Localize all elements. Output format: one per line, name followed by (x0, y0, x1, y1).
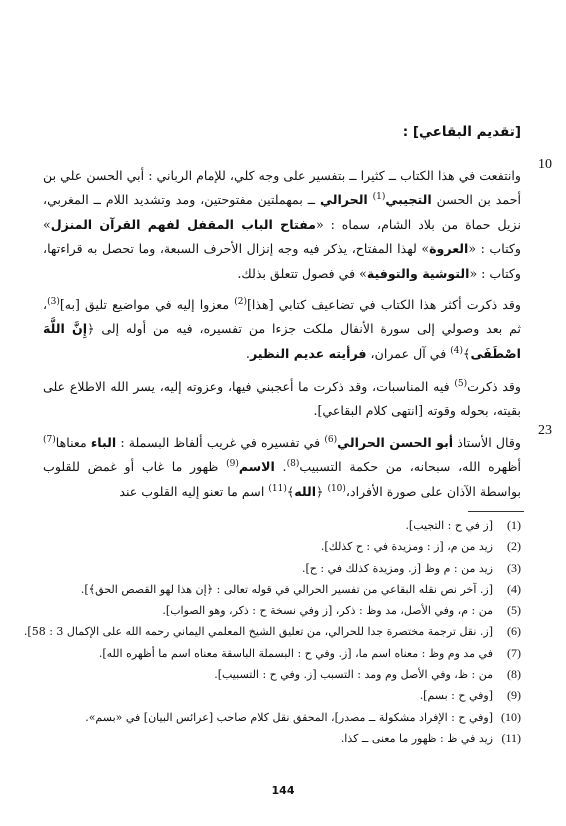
text-run: » وكتاب : « (43, 216, 521, 257)
text-run: وقد ذكرت (467, 378, 521, 394)
section-heading: [تقديم البقاعي] : (402, 124, 521, 140)
footnote-ref[interactable]: (8) (286, 459, 300, 469)
footnote-ref[interactable]: (4) (450, 345, 464, 356)
footnote-number: (9) (507, 688, 521, 703)
footnote (43, 664, 521, 685)
bold-phrase: فرأيته عديم النظير (249, 345, 367, 361)
footnote-number: (11) (501, 730, 521, 745)
text-run: ظهور ما غاب أو غمض للقلوب بواسطة الآذان على صورة الأفراد، (43, 459, 521, 499)
margin-line-number: 23 (538, 423, 552, 438)
footnote-number: (6) (507, 624, 521, 639)
footnote-text: في مد وم وظ : معناه اسم ما، [ز. وفي ح : البسملة الباسقة معناه اسم ما أظهره الله]. (98, 646, 493, 660)
paragraph-biqai-introduction (43, 164, 521, 287)
bold-name: التجيبي (385, 192, 432, 208)
footnote-number: (2) (507, 539, 521, 554)
footnote (43, 515, 521, 536)
margin-line-number: 10 (538, 157, 552, 172)
footnote (43, 536, 521, 557)
text-run: ــ بمهملتين مفتوحتين، ومد وتشديد اللام ــ المغربي، نزيل حماة من بلاد الشام، سماه : « (43, 192, 522, 232)
bold-term: الله (294, 483, 317, 499)
footnote-text: زيد من م، [ز : ومزيدة في : ح كذلك]. (320, 540, 493, 554)
text-run: وانتفعت في هذا الكتاب ــ كثيرا ــ بتفسير على وجه كلي، للإمام الرباني : أبي الحسن علي بن أحمد بن الحسن (43, 167, 521, 208)
text-run: في آل عمران، (366, 345, 451, 361)
footnote-number: (7) (507, 645, 521, 660)
text-run: اسم ما تعنو إليه القلوب عند (119, 483, 269, 499)
footnote-number: (1) (507, 518, 521, 532)
text-run: » لهذا المفتاح، يذكر فيه وجه إنزال الأحرف السبعة، وما تحصل به قراءتها، وكتاب : « (43, 241, 521, 281)
footnote (43, 728, 521, 749)
footnote-ref[interactable]: (1) (372, 192, 386, 202)
bold-name: أبو الحسن الحرالي (337, 434, 454, 450)
footnote-text: [ز. نقل ترجمة مختصرة جدا للحرالي، من تعليق الشيخ المعلمي اليماني رحمه الله على الإكمال 3 : 58]. (23, 625, 493, 639)
footnote-ref[interactable]: (9) (226, 459, 239, 469)
bold-term: الباء (90, 434, 117, 450)
paragraph-sources (43, 293, 521, 367)
footnote (43, 558, 521, 579)
text-run: ﴾ (286, 483, 295, 499)
page-number: 144 (271, 784, 295, 797)
footnotes-list (23, 515, 521, 749)
paragraph-harali-basmala (43, 431, 521, 505)
footnote-text: [ز في ح : التجيب]. (405, 519, 493, 532)
text-run: في تفسيره في غريب ألفاظ البسملة : (116, 434, 325, 450)
text-run: أظهره الله، سبحانه، من حكمة التسبيب (299, 459, 521, 475)
footnote-text: زيد في ظ : ظهور ما معنى ــ كذا. (340, 731, 493, 745)
text-run: ﴿ (316, 483, 328, 499)
footnote-ref[interactable]: (10) (327, 483, 346, 494)
paragraph-munasabat (43, 375, 521, 424)
footnote-ref[interactable]: (3) (47, 296, 60, 307)
book-title: التوشية والتوفية (366, 265, 470, 281)
quran-quote: إِنَّ اللَّهَ اصْطَفَى (43, 321, 521, 361)
footnote (43, 600, 521, 621)
footnote-ref[interactable]: (2) (234, 296, 247, 307)
footnote-ref[interactable]: (11) (268, 483, 287, 494)
bold-name: الحرالي (320, 192, 368, 208)
text-run: وقد ذكرت أكثر هذا الكتاب في تضاعيف كتابي [هذا] (246, 296, 521, 312)
footnote-number: (5) (507, 603, 521, 618)
text-run: ، ثم بعد وصولي إلى سورة الأنفال ملكت جزءا من تفسيره، فيه من أوله إلى ﴿ (43, 296, 522, 337)
footnote (43, 643, 521, 664)
text-run: ﴾ (463, 345, 471, 361)
text-run: وقال الأستاذ (453, 434, 521, 450)
footnote-number: (10) (501, 709, 521, 724)
text-run: فيه المناسبات، وقد ذكرت ما أعجبني فيها، وعزوته إليه، يسر الله الاطلاع على بقيته، بحوله وقوته [انتهى كلام البقاعي]. (43, 378, 521, 419)
footnote (43, 685, 521, 706)
bold-term: الاسم (238, 459, 275, 475)
footnote-text: [وفي ح : الإفراد مشكولة ــ مصدر]، المحقق نقل كلام صاحب [عرائس البيان] في «بسم». (85, 710, 493, 724)
text-run: . (274, 459, 287, 475)
footnote-ref[interactable]: (7) (43, 434, 56, 445)
footnote-ref[interactable]: (5) (454, 378, 468, 389)
footnote-text: [ز. آخر نص نقله البقاعي من تفسير الحرالي في قوله تعالى : ﴿إن هذا لهو القصص الحق﴾]. (80, 582, 493, 596)
footnote-text: من : م، وفي الأصل، مد وظ : ذكر، [ز وفي نسخة ح : ذكر، وهو الصواب]. (162, 604, 493, 618)
text-run: معزوا إليه في مواضيع تليق [به] (59, 296, 235, 312)
footnote-number: (4) (507, 581, 521, 596)
text-run: . (245, 345, 250, 361)
footnote (23, 621, 521, 642)
footnote-text: من : ظ، وفي الأصل وم ومد : التسبب [ز. وفي ح : التسبيب]. (214, 668, 493, 682)
text-run: معناها (55, 434, 91, 450)
footnote-ref[interactable]: (6) (324, 434, 338, 445)
footnote-text: زيد من : م وظ [ز. ومزيدة كذلك في : ح]. (301, 561, 493, 575)
footnote (43, 579, 521, 600)
footnote-separator (468, 511, 524, 512)
text-run: » في فصول تتعلق بذلك. (237, 265, 367, 281)
footnote (43, 707, 521, 728)
footnote-number: (3) (507, 560, 521, 575)
book-title: العروة (429, 241, 469, 257)
book-title: مفتاح الباب المقفل لفهم القرآن المنزل (50, 216, 316, 232)
footnote-number: (8) (507, 667, 521, 682)
footnote-text: [وفي ح : بسم]. (419, 689, 493, 703)
